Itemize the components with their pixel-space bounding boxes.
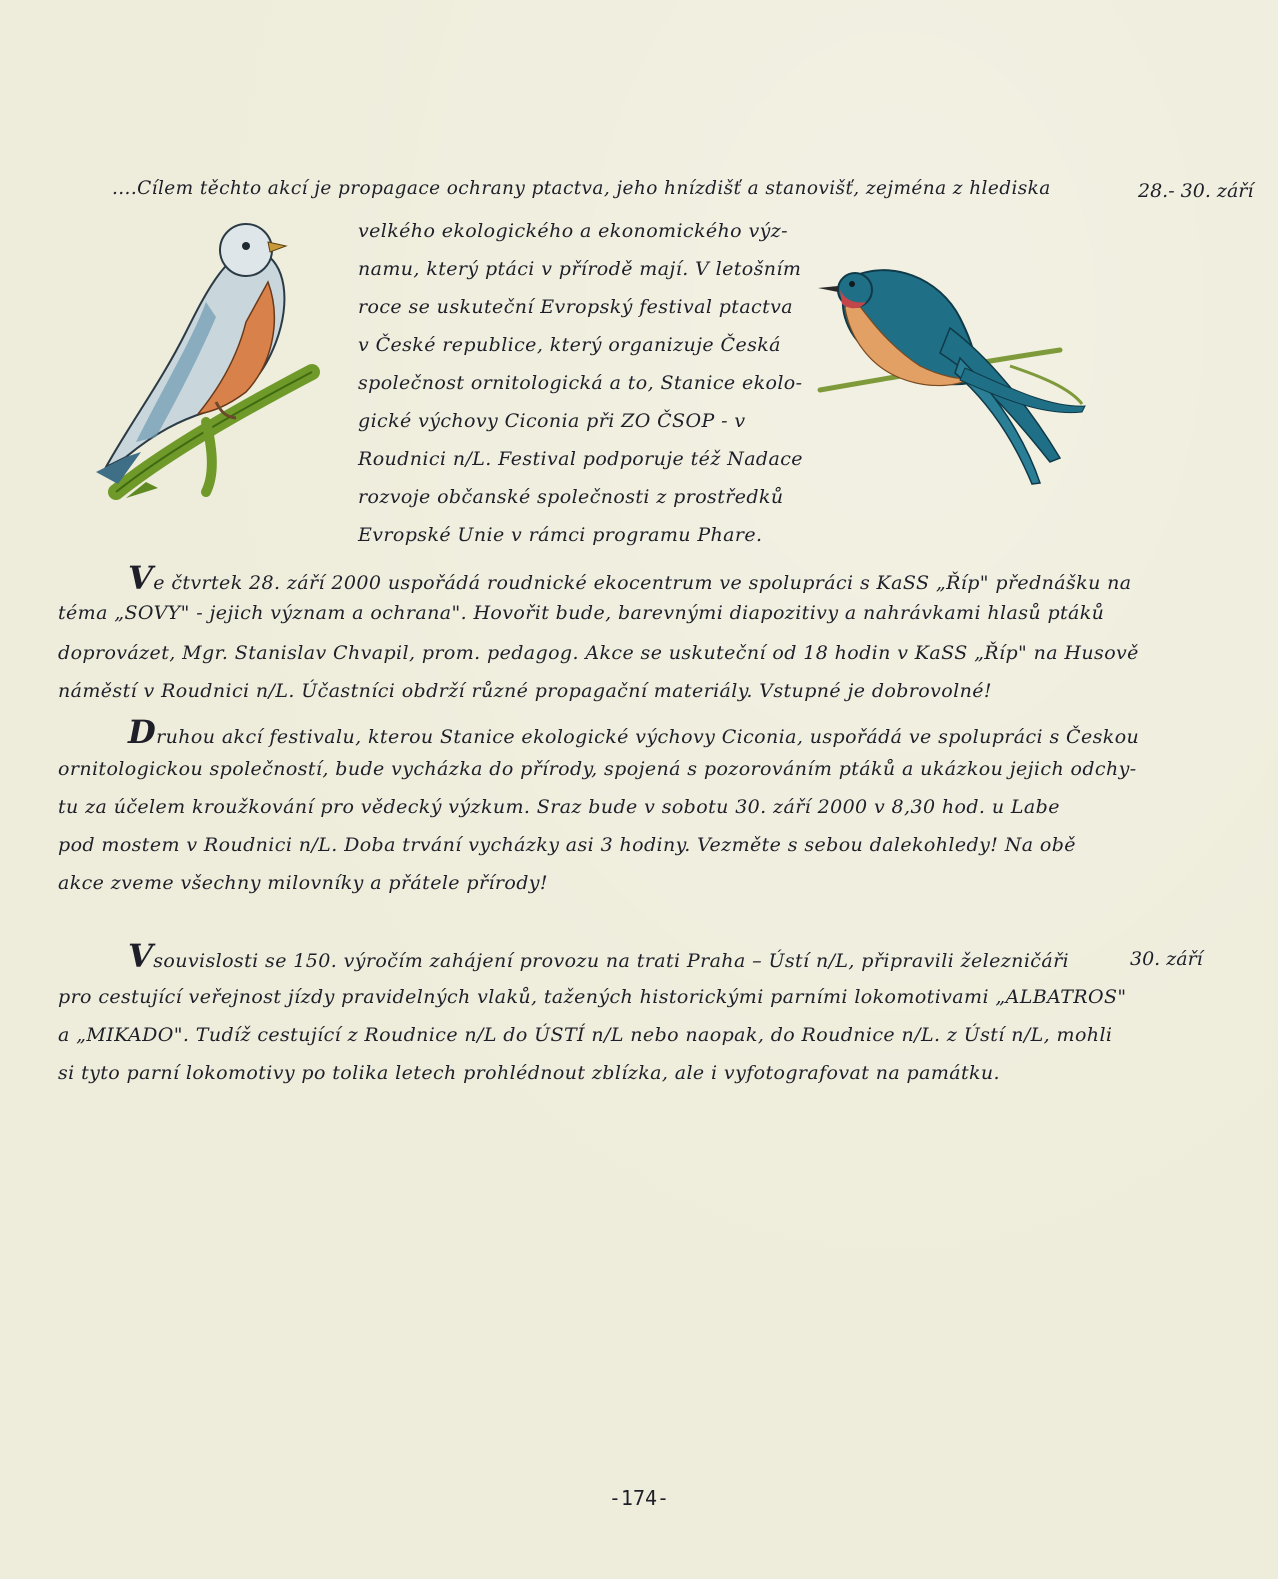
section3-line: ornitologickou společností, bude vycházka do přírody, spojená s pozorováním ptáků a ukázkou jejich odchy-: [58, 758, 1137, 780]
section2-line: téma „SOVY" - jejich význam a ochrana". Hovořit bude, barevnými diapozitivy a nahrávkami hlasů ptáků: [58, 602, 1105, 624]
section4-line: si tyto parní lokomotivy po tolika letech prohlédnout zblízka, ale i vyfotografovat na památku.: [58, 1062, 1000, 1084]
section4-first-line: [128, 937, 1070, 975]
section1-wrapped-line: společnost ornitologická a to, Stanice ekolo-: [358, 372, 803, 394]
section1-wrapped-line: v České republice, který organizuje Česká: [358, 334, 781, 356]
section1-wrapped-line: Roudnici n/L. Festival podporuje též Nadace: [358, 448, 803, 470]
section4-line: pro cestující veřejnost jízdy pravidelných vlaků, tažených historickými parními lokomotivami „ALBATROS": [58, 986, 1127, 1008]
section1-wrapped-line: roce se uskuteční Evropský festival ptactva: [358, 296, 793, 318]
section3-initial: D: [128, 713, 157, 751]
section1-wrapped-line: gické výchovy Ciconia při ZO ČSOP - v: [358, 410, 746, 432]
section1-wrapped-line: Evropské Unie v rámci programu Phare.: [358, 524, 763, 546]
section3-first-line: [128, 713, 1140, 751]
section4-date: 30. září: [1130, 948, 1203, 970]
section1-date: 28.- 30. září: [1138, 180, 1254, 202]
section2-first-line: [128, 559, 1132, 597]
robin-on-branch-icon: [86, 222, 326, 512]
section1-wrapped-line: velkého ekologického a ekonomického výz-: [358, 220, 788, 242]
section2-first-text: e čtvrtek 28. září 2000 uspořádá roudnické ekocentrum ve spolupráci s KaSS „Říp" přednášku na: [153, 572, 1132, 594]
section4-line: a „MIKADO". Tudíž cestující z Roudnice n/L do ÚSTÍ n/L nebo naopak, do Roudnice n/L. z Ústí n/L, mohli: [58, 1024, 1113, 1046]
page-number: -174-: [608, 1486, 670, 1510]
section3-line: tu za účelem kroužkování pro vědecký výzkum. Sraz bude v sobotu 30. září 2000 v 8,30 hod. u Labe: [58, 796, 1060, 818]
section3-first-text: ruhou akcí festivalu, kterou Stanice ekologické výchovy Ciconia, uspořádá ve spolupráci s Českou: [156, 726, 1140, 748]
section3-line: pod mostem v Roudnici n/L. Doba trvání vycházky asi 3 hodiny. Vezměte s sebou dalekohledy! Na obě: [58, 834, 1076, 856]
section2-line: doprovázet, Mgr. Stanislav Chvapil, prom. pedagog. Akce se uskuteční od 18 hodin v KaSS „Říp" na Husově: [58, 642, 1139, 664]
swallow-on-branch-icon: [810, 258, 1090, 488]
section2-initial: V: [128, 559, 154, 597]
section1-wrapped-line: namu, který ptáci v přírodě mají. V letošním: [358, 258, 802, 280]
section4-first-text: souvislosti se 150. výročím zahájení provozu na trati Praha – Ústí n/L, připravili železničáři: [153, 950, 1070, 972]
section2-line: náměstí v Roudnici n/L. Účastníci obdrží různé propagační materiály. Vstupné je dobrovolné!: [58, 680, 992, 702]
section1-wrapped-line: rozvoje občanské společnosti z prostředků: [358, 486, 784, 508]
section3-line: akce zveme všechny milovníky a přátele přírody!: [58, 872, 548, 894]
section4-initial: V: [128, 937, 154, 975]
section1-line1: ....Cílem těchto akcí je propagace ochrany ptactva, jeho hnízdišť a stanovišť, zejména z hlediska: [112, 178, 1051, 199]
